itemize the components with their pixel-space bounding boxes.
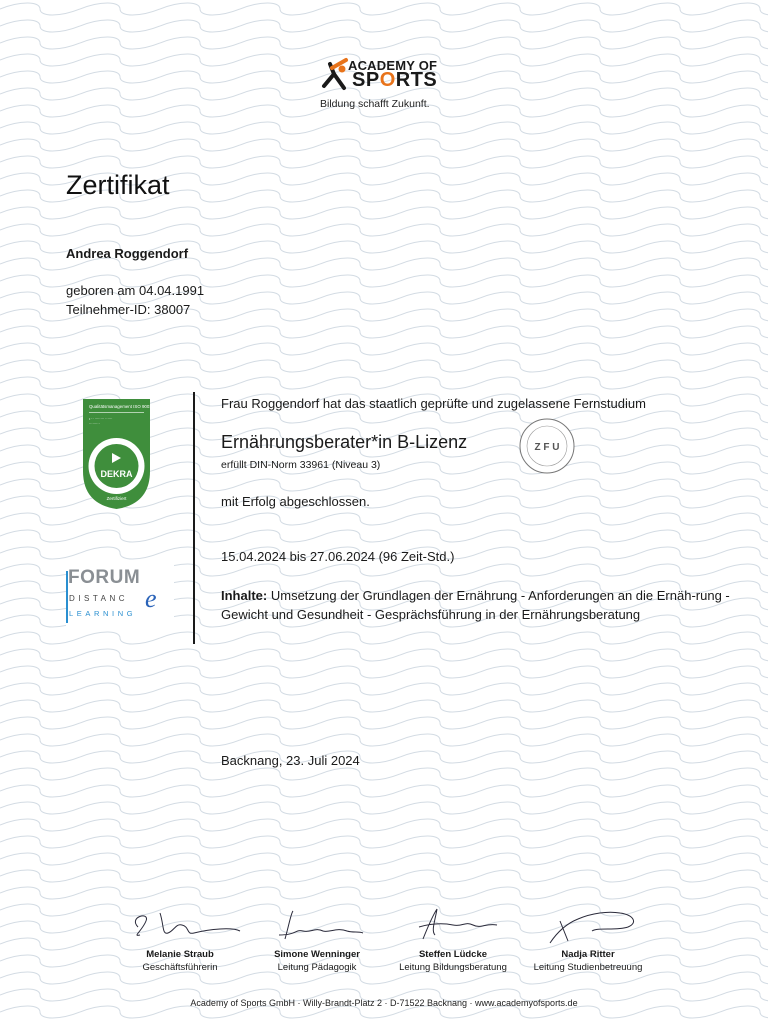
signature-image [267,905,367,943]
course-dates: 15.04.2024 bis 27.06.2024 (96 Zeit-Std.) [221,549,455,564]
logo-text-sports: SPORTS [352,69,438,91]
vertical-divider [193,392,195,644]
zfu-seal-text: Z F U [534,442,560,453]
forum-logo-learning: LEARNING [69,609,137,618]
participant-id: Teilnehmer-ID: 38007 [66,302,191,317]
forum-logo-e: e [145,584,157,613]
signature-role: Leitung Pädagogik [277,962,357,973]
signature-image [120,905,240,943]
logo-tagline: Bildung schafft Zukunft. [320,98,430,110]
signature-name: Nadja Ritter [561,949,615,960]
course-title: Ernährungsberater*in B-Lizenz [221,432,468,452]
signature-name: Steffen Lüdcke [418,949,488,960]
dekra-brand-text: DEKRA [100,469,133,479]
footer-address: Academy of Sports GmbH · Willy-Brandt-Platz 2 · D-71522 Backnang · www.academyofsports.de [190,998,578,1008]
athlete-figure-icon [320,56,350,94]
svg-text:·········: ········· [89,422,100,426]
forum-logo-distance: DISTANC [69,594,129,603]
academy-of-sports-logo [318,54,458,116]
contents-text: Umsetzung der Grundlagen der Ernährung - Anforderungen an die Ernäh-rung - Gewicht und Gesundheit - Gesprächsführung in der Ernährungsberatung [221,588,730,622]
svg-text:• ·· ········ ······: • ·· ········ ······ [89,417,113,421]
signature-block-2 [247,905,387,975]
signature-block-1 [110,905,250,975]
signature-name: Simone Wenninger [274,949,360,960]
forum-logo-word: FORUM [68,567,141,588]
intro-text: Frau Roggendorf hat das staatlich geprüfte und zugelassene Fernstudium [221,396,646,411]
signature-block-3 [383,905,523,975]
dekra-top-text: Qualitätsmanagement ISO 9001:2015 [89,404,163,409]
dekra-certification-seal [83,399,163,509]
birth-date: geboren am 04.04.1991 [66,283,205,298]
signature-role: Leitung Bildungsberatung [399,962,507,973]
course-contents [221,586,741,624]
signature-role: Leitung Studienbetreuung [533,962,643,973]
zfu-seal [518,417,576,475]
participant-name: Andrea Roggendorf [66,246,189,261]
dekra-bottom-text: Zertifiziert [106,496,127,501]
completion-text: mit Erfolg abgeschlossen. [221,494,370,509]
signature-image [413,905,503,943]
certificate-title: Zertifikat [66,170,170,200]
signature-block-4 [518,905,658,975]
forum-distance-learning-logo [66,563,174,629]
signature-role: Geschäftsführerin [142,962,218,973]
logo-text-academy-of: ACADEMY OF [348,58,438,73]
contents-label: Inhalte: [221,588,268,603]
signature-name: Melanie Straub [146,949,214,960]
din-norm-text: erfüllt DIN-Norm 33961 (Niveau 3) [221,459,381,471]
signature-image [538,905,648,945]
place-and-date: Backnang, 23. Juli 2024 [221,753,360,768]
